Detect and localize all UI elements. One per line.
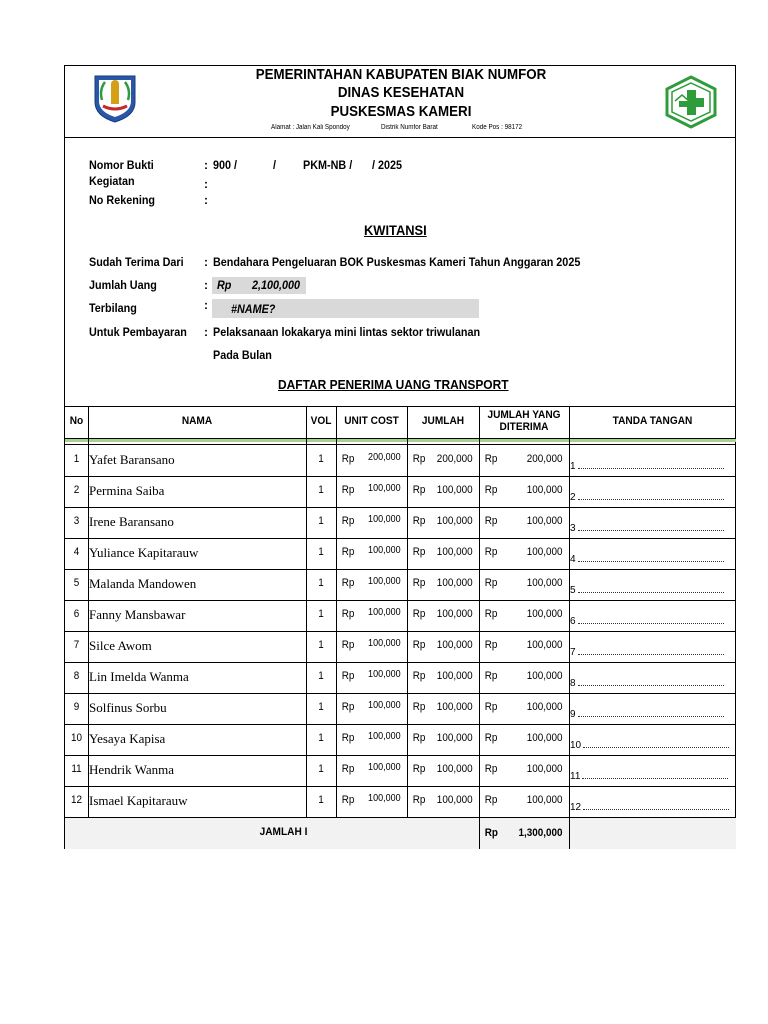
row-no: 12 xyxy=(70,794,83,806)
signature-dotted-line xyxy=(578,679,724,686)
row-diterima: 100,000 xyxy=(526,608,563,620)
row-jumlah: 100,000 xyxy=(436,577,473,589)
row-jumlah: 100,000 xyxy=(436,732,473,744)
col-divider xyxy=(407,406,408,817)
row-signature-line[interactable] xyxy=(570,647,724,658)
row-nama: Lin Imelda Wanma xyxy=(89,669,189,684)
row-unit-cost: 200,000 xyxy=(368,452,401,463)
row-unit-cost-currency: Rp xyxy=(341,608,355,620)
row-signature-line[interactable] xyxy=(570,740,729,751)
row-vol: 1 xyxy=(318,608,324,620)
row-signature-line[interactable] xyxy=(570,554,724,565)
row-signature-line[interactable] xyxy=(570,616,724,627)
row-line xyxy=(65,693,736,694)
row-signature-line[interactable] xyxy=(570,461,724,472)
row-jumlah: 200,000 xyxy=(436,453,473,465)
row-vol: 1 xyxy=(318,639,324,651)
row-no: 5 xyxy=(73,577,80,589)
signature-dotted-line xyxy=(578,586,724,593)
header-jumlah-diterima-line2: DITERIMA xyxy=(499,421,549,433)
row-diterima: 200,000 xyxy=(526,453,563,465)
row-jumlah: 100,000 xyxy=(436,670,473,682)
row-jumlah: 100,000 xyxy=(436,484,473,496)
row-signature-line[interactable] xyxy=(570,523,724,534)
row-diterima: 100,000 xyxy=(526,670,563,682)
col-divider xyxy=(569,406,570,849)
row-signature-line[interactable] xyxy=(570,709,724,720)
row-signature-number: 5 xyxy=(570,585,576,596)
nomor-bukti-label: Nomor Bukti xyxy=(89,158,154,172)
untuk-pembayaran-label: Untuk Pembayaran xyxy=(89,325,187,339)
row-unit-cost: 100,000 xyxy=(368,483,401,494)
row-vol: 1 xyxy=(318,670,324,682)
row-line xyxy=(65,631,736,632)
row-diterima-currency: Rp xyxy=(484,670,498,682)
signature-dotted-line xyxy=(578,617,724,624)
row-unit-cost: 100,000 xyxy=(368,762,401,773)
row-jumlah-currency: Rp xyxy=(412,732,426,744)
signature-dotted-line xyxy=(578,462,724,469)
table-title: DAFTAR PENERIMA UANG TRANSPORT xyxy=(278,377,509,392)
row-unit-cost-currency: Rp xyxy=(341,453,355,465)
total-currency: Rp xyxy=(484,827,498,839)
colon: : xyxy=(204,278,208,292)
header-jumlah: JUMLAH xyxy=(421,415,465,427)
row-signature-number: 8 xyxy=(570,678,576,689)
row-jumlah-currency: Rp xyxy=(412,608,426,620)
row-vol: 1 xyxy=(318,577,324,589)
row-diterima-currency: Rp xyxy=(484,515,498,527)
row-jumlah-currency: Rp xyxy=(412,701,426,713)
row-no: 9 xyxy=(73,701,80,713)
row-nama: Irene Baransano xyxy=(89,514,174,529)
row-diterima: 100,000 xyxy=(526,794,563,806)
row-jumlah: 100,000 xyxy=(436,639,473,651)
header-district: Distrik Numfor Barat xyxy=(381,124,438,131)
row-jumlah: 100,000 xyxy=(436,546,473,558)
row-signature-number: 2 xyxy=(570,492,576,503)
header-address: Alamat : Jalan Kali Spondoy xyxy=(271,124,350,131)
row-unit-cost-currency: Rp xyxy=(341,732,355,744)
header-jumlah-diterima-line1: JUMLAH YANG xyxy=(487,409,561,421)
colon: : xyxy=(204,255,208,269)
row-diterima: 100,000 xyxy=(526,577,563,589)
header-nama: NAMA xyxy=(181,415,213,427)
row-diterima-currency: Rp xyxy=(484,732,498,744)
row-line xyxy=(65,600,736,601)
row-line xyxy=(65,724,736,725)
total-value: 1,300,000 xyxy=(518,827,563,839)
signature-dotted-line xyxy=(578,524,724,531)
row-signature-number: 9 xyxy=(570,709,576,720)
row-unit-cost: 100,000 xyxy=(368,731,401,742)
signature-dotted-line xyxy=(583,803,729,810)
col-divider xyxy=(479,406,480,849)
row-no: 1 xyxy=(73,453,80,465)
kegiatan-label: Kegiatan xyxy=(89,174,135,188)
row-diterima: 100,000 xyxy=(526,515,563,527)
row-unit-cost: 100,000 xyxy=(368,576,401,587)
row-jumlah-currency: Rp xyxy=(412,515,426,527)
row-unit-cost-currency: Rp xyxy=(341,794,355,806)
row-line xyxy=(65,507,736,508)
row-jumlah: 100,000 xyxy=(436,701,473,713)
row-unit-cost: 100,000 xyxy=(368,793,401,804)
row-unit-cost: 100,000 xyxy=(368,638,401,649)
row-jumlah-currency: Rp xyxy=(412,763,426,775)
colon: : xyxy=(204,325,208,339)
row-signature-number: 7 xyxy=(570,647,576,658)
row-signature-number: 10 xyxy=(570,740,582,751)
signature-dotted-line xyxy=(578,555,724,562)
row-nama: Fanny Mansbawar xyxy=(89,607,186,622)
row-diterima-currency: Rp xyxy=(484,763,498,775)
row-signature-line[interactable] xyxy=(570,492,724,503)
nomor-bukti-part4: / 2025 xyxy=(372,158,403,172)
row-nama: Hendrik Wanma xyxy=(89,762,174,777)
header-divider xyxy=(65,137,736,138)
terima-label: Sudah Terima Dari xyxy=(89,255,184,269)
colon: : xyxy=(204,298,208,312)
row-unit-cost-currency: Rp xyxy=(341,484,355,496)
total-label: JAMLAH I xyxy=(259,826,308,838)
row-line xyxy=(65,755,736,756)
jumlah-uang-currency: Rp xyxy=(217,278,232,292)
row-diterima-currency: Rp xyxy=(484,608,498,620)
header-department: DINAS KESEHATAN xyxy=(337,85,465,101)
row-no: 10 xyxy=(70,732,83,744)
row-vol: 1 xyxy=(318,484,324,496)
row-unit-cost-currency: Rp xyxy=(341,577,355,589)
row-vol: 1 xyxy=(318,546,324,558)
signature-dotted-line xyxy=(583,741,729,748)
row-signature-number: 12 xyxy=(570,802,582,813)
row-jumlah-currency: Rp xyxy=(412,670,426,682)
rekening-label: No Rekening xyxy=(89,193,156,207)
header-tanda-tangan: TANDA TANGAN xyxy=(612,415,693,427)
row-nama: Yafet Baransano xyxy=(89,452,175,467)
row-diterima-currency: Rp xyxy=(484,453,498,465)
header-no: No xyxy=(69,415,84,427)
row-signature-number: 1 xyxy=(570,461,576,472)
row-diterima-currency: Rp xyxy=(484,701,498,713)
row-vol: 1 xyxy=(318,701,324,713)
header-puskesmas: PUSKESMAS KAMERI xyxy=(330,104,472,120)
row-jumlah-currency: Rp xyxy=(412,484,426,496)
row-diterima: 100,000 xyxy=(526,546,563,558)
row-signature-number: 4 xyxy=(570,554,576,565)
nomor-bukti-part3: PKM-NB / xyxy=(303,158,353,172)
row-jumlah: 100,000 xyxy=(436,515,473,527)
colon: : xyxy=(204,158,208,172)
row-nama: Solfinus Sorbu xyxy=(89,700,167,715)
row-no: 7 xyxy=(73,639,80,651)
kwitansi-title: KWITANSI xyxy=(364,222,427,238)
col-divider xyxy=(336,406,337,817)
row-nama: Malanda Mandowen xyxy=(89,576,197,591)
row-unit-cost-currency: Rp xyxy=(341,701,355,713)
row-unit-cost-currency: Rp xyxy=(341,670,355,682)
row-no: 8 xyxy=(73,670,80,682)
header-vol: VOL xyxy=(310,415,332,427)
row-jumlah: 100,000 xyxy=(436,794,473,806)
row-no: 4 xyxy=(73,546,80,558)
terbilang-label: Terbilang xyxy=(89,301,137,315)
row-nama: Yuliance Kapitarauw xyxy=(89,545,199,560)
row-unit-cost: 100,000 xyxy=(368,545,401,556)
row-no: 2 xyxy=(73,484,80,496)
row-jumlah-currency: Rp xyxy=(412,639,426,651)
receipt-sheet xyxy=(64,65,736,849)
row-line xyxy=(65,817,736,818)
row-jumlah-currency: Rp xyxy=(412,577,426,589)
row-unit-cost-currency: Rp xyxy=(341,515,355,527)
row-signature-number: 3 xyxy=(570,523,576,534)
signature-dotted-line xyxy=(578,493,724,500)
row-signature-number: 6 xyxy=(570,616,576,627)
row-diterima-currency: Rp xyxy=(484,639,498,651)
puskesmas-logo-icon xyxy=(663,75,719,129)
row-diterima: 100,000 xyxy=(526,639,563,651)
row-diterima: 100,000 xyxy=(526,701,563,713)
row-vol: 1 xyxy=(318,453,324,465)
row-diterima: 100,000 xyxy=(526,484,563,496)
row-unit-cost: 100,000 xyxy=(368,669,401,680)
row-jumlah: 100,000 xyxy=(436,608,473,620)
row-signature-line[interactable] xyxy=(570,771,728,782)
row-diterima-currency: Rp xyxy=(484,546,498,558)
row-nama: Silce Awom xyxy=(89,638,152,653)
row-vol: 1 xyxy=(318,515,324,527)
colon: : xyxy=(204,177,208,191)
row-vol: 1 xyxy=(318,763,324,775)
row-unit-cost: 100,000 xyxy=(368,514,401,525)
terima-value: Bendahara Pengeluaran BOK Puskesmas Kameri Tahun Anggaran 2025 xyxy=(213,255,581,269)
row-diterima-currency: Rp xyxy=(484,484,498,496)
row-no: 3 xyxy=(73,515,80,527)
row-signature-line[interactable] xyxy=(570,802,729,813)
header-bottom-border xyxy=(65,438,736,439)
nomor-bukti-part1: 900 / xyxy=(213,158,238,172)
jumlah-uang-label: Jumlah Uang xyxy=(89,278,157,292)
row-unit-cost-currency: Rp xyxy=(341,546,355,558)
row-diterima: 100,000 xyxy=(526,763,563,775)
row-nama: Yesaya Kapisa xyxy=(89,731,166,746)
header-government: PEMERINTAHAN KABUPATEN BIAK NUMFOR xyxy=(255,67,547,83)
row-no: 6 xyxy=(73,608,80,620)
row-unit-cost-currency: Rp xyxy=(341,763,355,775)
nomor-bukti-part2: / xyxy=(273,158,277,172)
row-jumlah-currency: Rp xyxy=(412,546,426,558)
row-line xyxy=(65,786,736,787)
row-diterima-currency: Rp xyxy=(484,794,498,806)
row-jumlah-currency: Rp xyxy=(412,453,426,465)
header-unit-cost: UNIT COST xyxy=(344,415,399,427)
row-line xyxy=(65,538,736,539)
row-signature-line[interactable] xyxy=(570,678,724,689)
table-top-border xyxy=(65,406,736,407)
row-nama: Ismael Kapitarauw xyxy=(89,793,188,808)
row-line xyxy=(65,569,736,570)
row-vol: 1 xyxy=(318,732,324,744)
row-jumlah: 100,000 xyxy=(436,763,473,775)
row-signature-number: 11 xyxy=(570,771,581,782)
row-line xyxy=(65,476,736,477)
row-diterima: 100,000 xyxy=(526,732,563,744)
pada-bulan-label: Pada Bulan xyxy=(213,348,272,362)
header-postal-code: Kode Pos : 98172 xyxy=(472,124,523,131)
signature-dotted-line xyxy=(578,710,724,717)
row-vol: 1 xyxy=(318,794,324,806)
untuk-pembayaran-value: Pelaksanaan lokakarya mini lintas sektor triwulanan xyxy=(213,325,481,339)
row-unit-cost-currency: Rp xyxy=(341,639,355,651)
signature-dotted-line xyxy=(578,648,724,655)
row-jumlah-currency: Rp xyxy=(412,794,426,806)
terbilang-value: #NAME? xyxy=(231,302,276,316)
row-line xyxy=(65,662,736,663)
header-double-border xyxy=(65,444,736,445)
colon: : xyxy=(204,193,208,207)
signature-dotted-line xyxy=(582,772,728,779)
row-nama: Permina Saiba xyxy=(89,483,165,498)
row-unit-cost: 100,000 xyxy=(368,607,401,618)
row-diterima-currency: Rp xyxy=(484,577,498,589)
row-unit-cost: 100,000 xyxy=(368,700,401,711)
row-signature-line[interactable] xyxy=(570,585,724,596)
row-no: 11 xyxy=(71,763,82,775)
jumlah-uang-value: 2,100,000 xyxy=(252,278,301,292)
